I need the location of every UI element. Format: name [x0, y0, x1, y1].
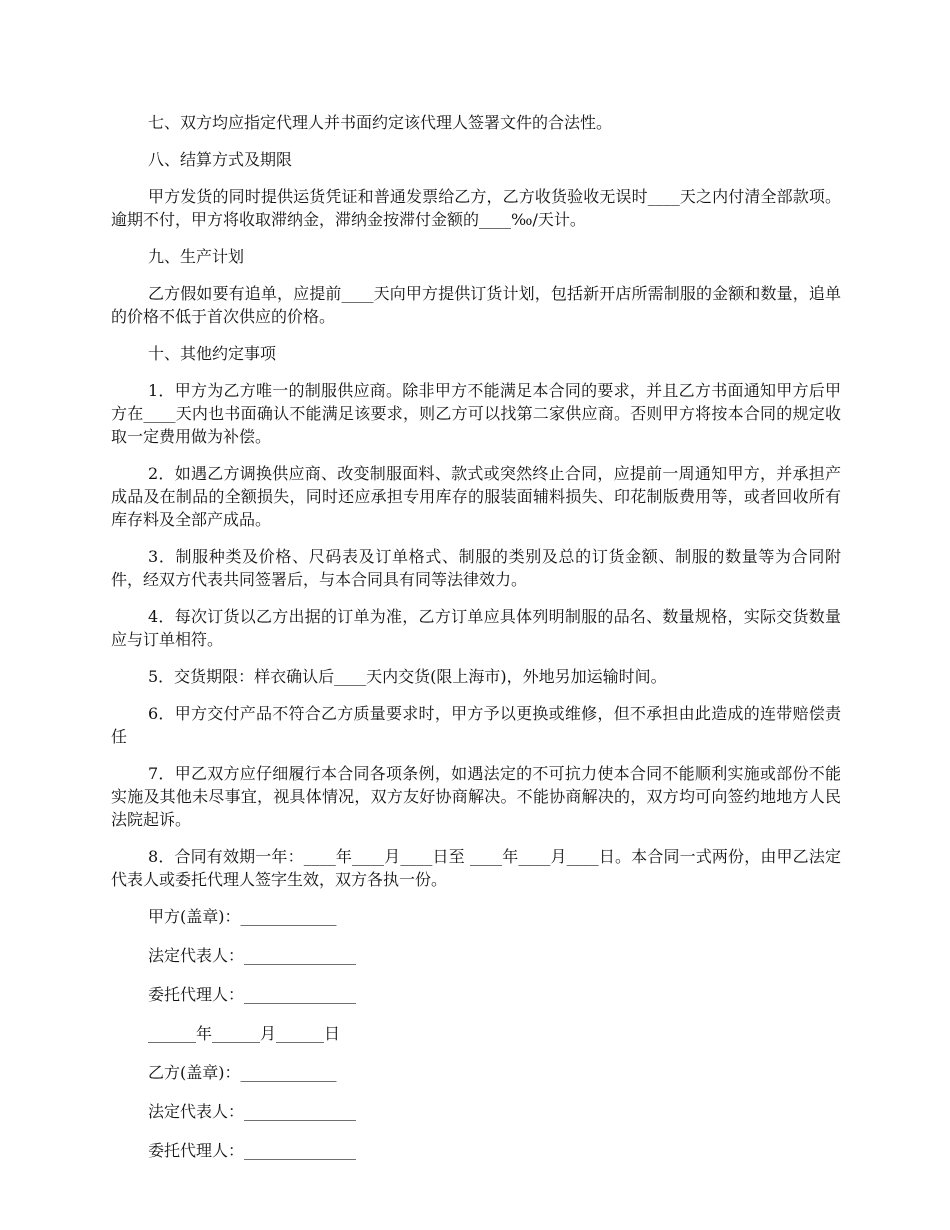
- party-a-legal-rep-line: 法定代表人：______________: [148, 946, 357, 965]
- signing-date-line: ______年______月______日: [148, 1024, 341, 1043]
- section-10-item-7: 7．甲乙双方应仔细履行本合同各项条例，如遇法定的不可抗力使本合同不能顺利实施或部份不能实施及其他未尽事宜，视具体情况，双方友好协商解决。不能协商解决的，双方均可向签约地地方人民法院起诉。: [111, 764, 841, 829]
- section-10-item-5: 5．交货期限：样衣确认后____天内交货(限上海市)，外地另加运输时间。: [148, 667, 667, 686]
- party-a-agent-line: 委托代理人：______________: [148, 985, 357, 1004]
- section-10-item-4: 4．每次订货以乙方出据的订单为准，乙方订单应具体列明制服的品名、数量规格，实际交货数量应与订单相符。: [111, 607, 841, 649]
- clause-7: 七、双方均应指定代理人并书面约定该代理人签署文件的合法性。: [148, 113, 613, 132]
- party-b-agent-line: 委托代理人：______________: [148, 1141, 357, 1160]
- section-8-heading: 八、结算方式及期限: [148, 150, 293, 169]
- section-8-body: 甲方发货的同时提供运货凭证和普通发票给乙方，乙方收货验收无误时____天之内付清全部款项。逾期不付，甲方将收取滞纳金，滞纳金按滞付金额的____‰/天计。: [111, 187, 841, 229]
- section-10-item-8: 8．合同有效期一年：____年____月____日至 ____年____月____日。本合同一式两份，由甲乙法定代表人或委托代理人签字生效，双方各执一份。: [111, 847, 841, 889]
- contract-page: [111, 111, 841, 1178]
- section-10-item-2: 2．如遇乙方调换供应商、改变制服面料、款式或突然终止合同，应提前一周通知甲方，并承担产成品及在制品的全额损失，同时还应承担专用库存的服装面辅料损失、印花制版费用等，或者回收所有库存料及全部产成品。: [111, 464, 841, 529]
- section-10-item-1: 1．甲方为乙方唯一的制服供应商。除非甲方不能满足本合同的要求，并且乙方书面通知甲方后甲方在____天内也书面确认不能满足该要求，则乙方可以找第二家供应商。否则甲方将按本合同的规定收取一定费用做为补偿。: [111, 381, 841, 446]
- party-a-seal-line: 甲方(盖章)：____________: [148, 907, 337, 926]
- section-10-item-3: 3．制服种类及价格、尺码表及订单格式、制服的类别及总的订货金额、制服的数量等为合同附件，经双方代表共同签署后，与本合同具有同等法律效力。: [111, 547, 841, 589]
- section-10-item-6: 6．甲方交付产品不符合乙方质量要求时，甲方予以更换或维修，但不承担由此造成的连带赔偿责任: [111, 704, 841, 746]
- party-b-seal-line: 乙方(盖章)：____________: [148, 1063, 337, 1082]
- section-9-heading: 九、生产计划: [148, 247, 245, 266]
- section-9-body: 乙方假如要有追单，应提前____天向甲方提供订货计划，包括新开店所需制服的金额和数量，追单的价格不低于首次供应的价格。: [111, 284, 841, 326]
- section-10-heading: 十、其他约定事项: [148, 344, 277, 363]
- party-b-legal-rep-line: 法定代表人：______________: [148, 1102, 357, 1121]
